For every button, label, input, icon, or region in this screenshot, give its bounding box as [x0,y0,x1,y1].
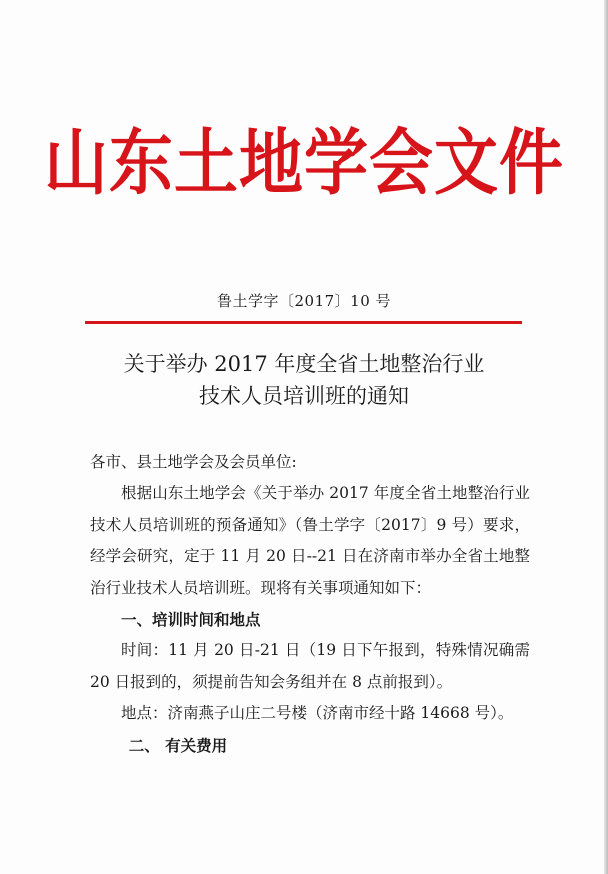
section-heading-2: 二、 有关费用 [128,735,228,755]
red-divider-line [85,321,522,324]
notice-title [0,348,608,412]
notice-body [90,447,530,761]
salutation: 各市、县土地学会及会员单位: [90,453,297,471]
notice-title-line-2: 技术人员培训班的通知 [199,384,409,408]
place-paragraph: 地点：济南燕子山庄二号楼（济南市经十路 14668 号）。 [121,704,514,723]
section-heading-1: 一、培训时间和地点 [121,610,261,630]
document-number: 鲁土学字〔2017〕10 号 [216,292,392,310]
notice-title-line-1: 关于举办 2017 年度全省土地整治行业 [123,352,485,376]
body-paragraph-1: 根据山东土地学会《关于举办 2017 年度全省土地整治行业技术人员培训班的预备通知》（鲁土学字〔2017〕9 号）要求，经学会研究，定于 11 月 20 日--21 日在济南市举办全省土地整治行业技术人员培训班。现将有关事项通知如下： [90,484,530,597]
masthead-title: 山东土地学会文件 [44,121,564,206]
time-paragraph: 时间：11 月 20 日-21 日（19 日下午报到，特殊情况确需 20 日报到的，须提前告知会务组并在 8 点前报到）。 [90,641,530,691]
